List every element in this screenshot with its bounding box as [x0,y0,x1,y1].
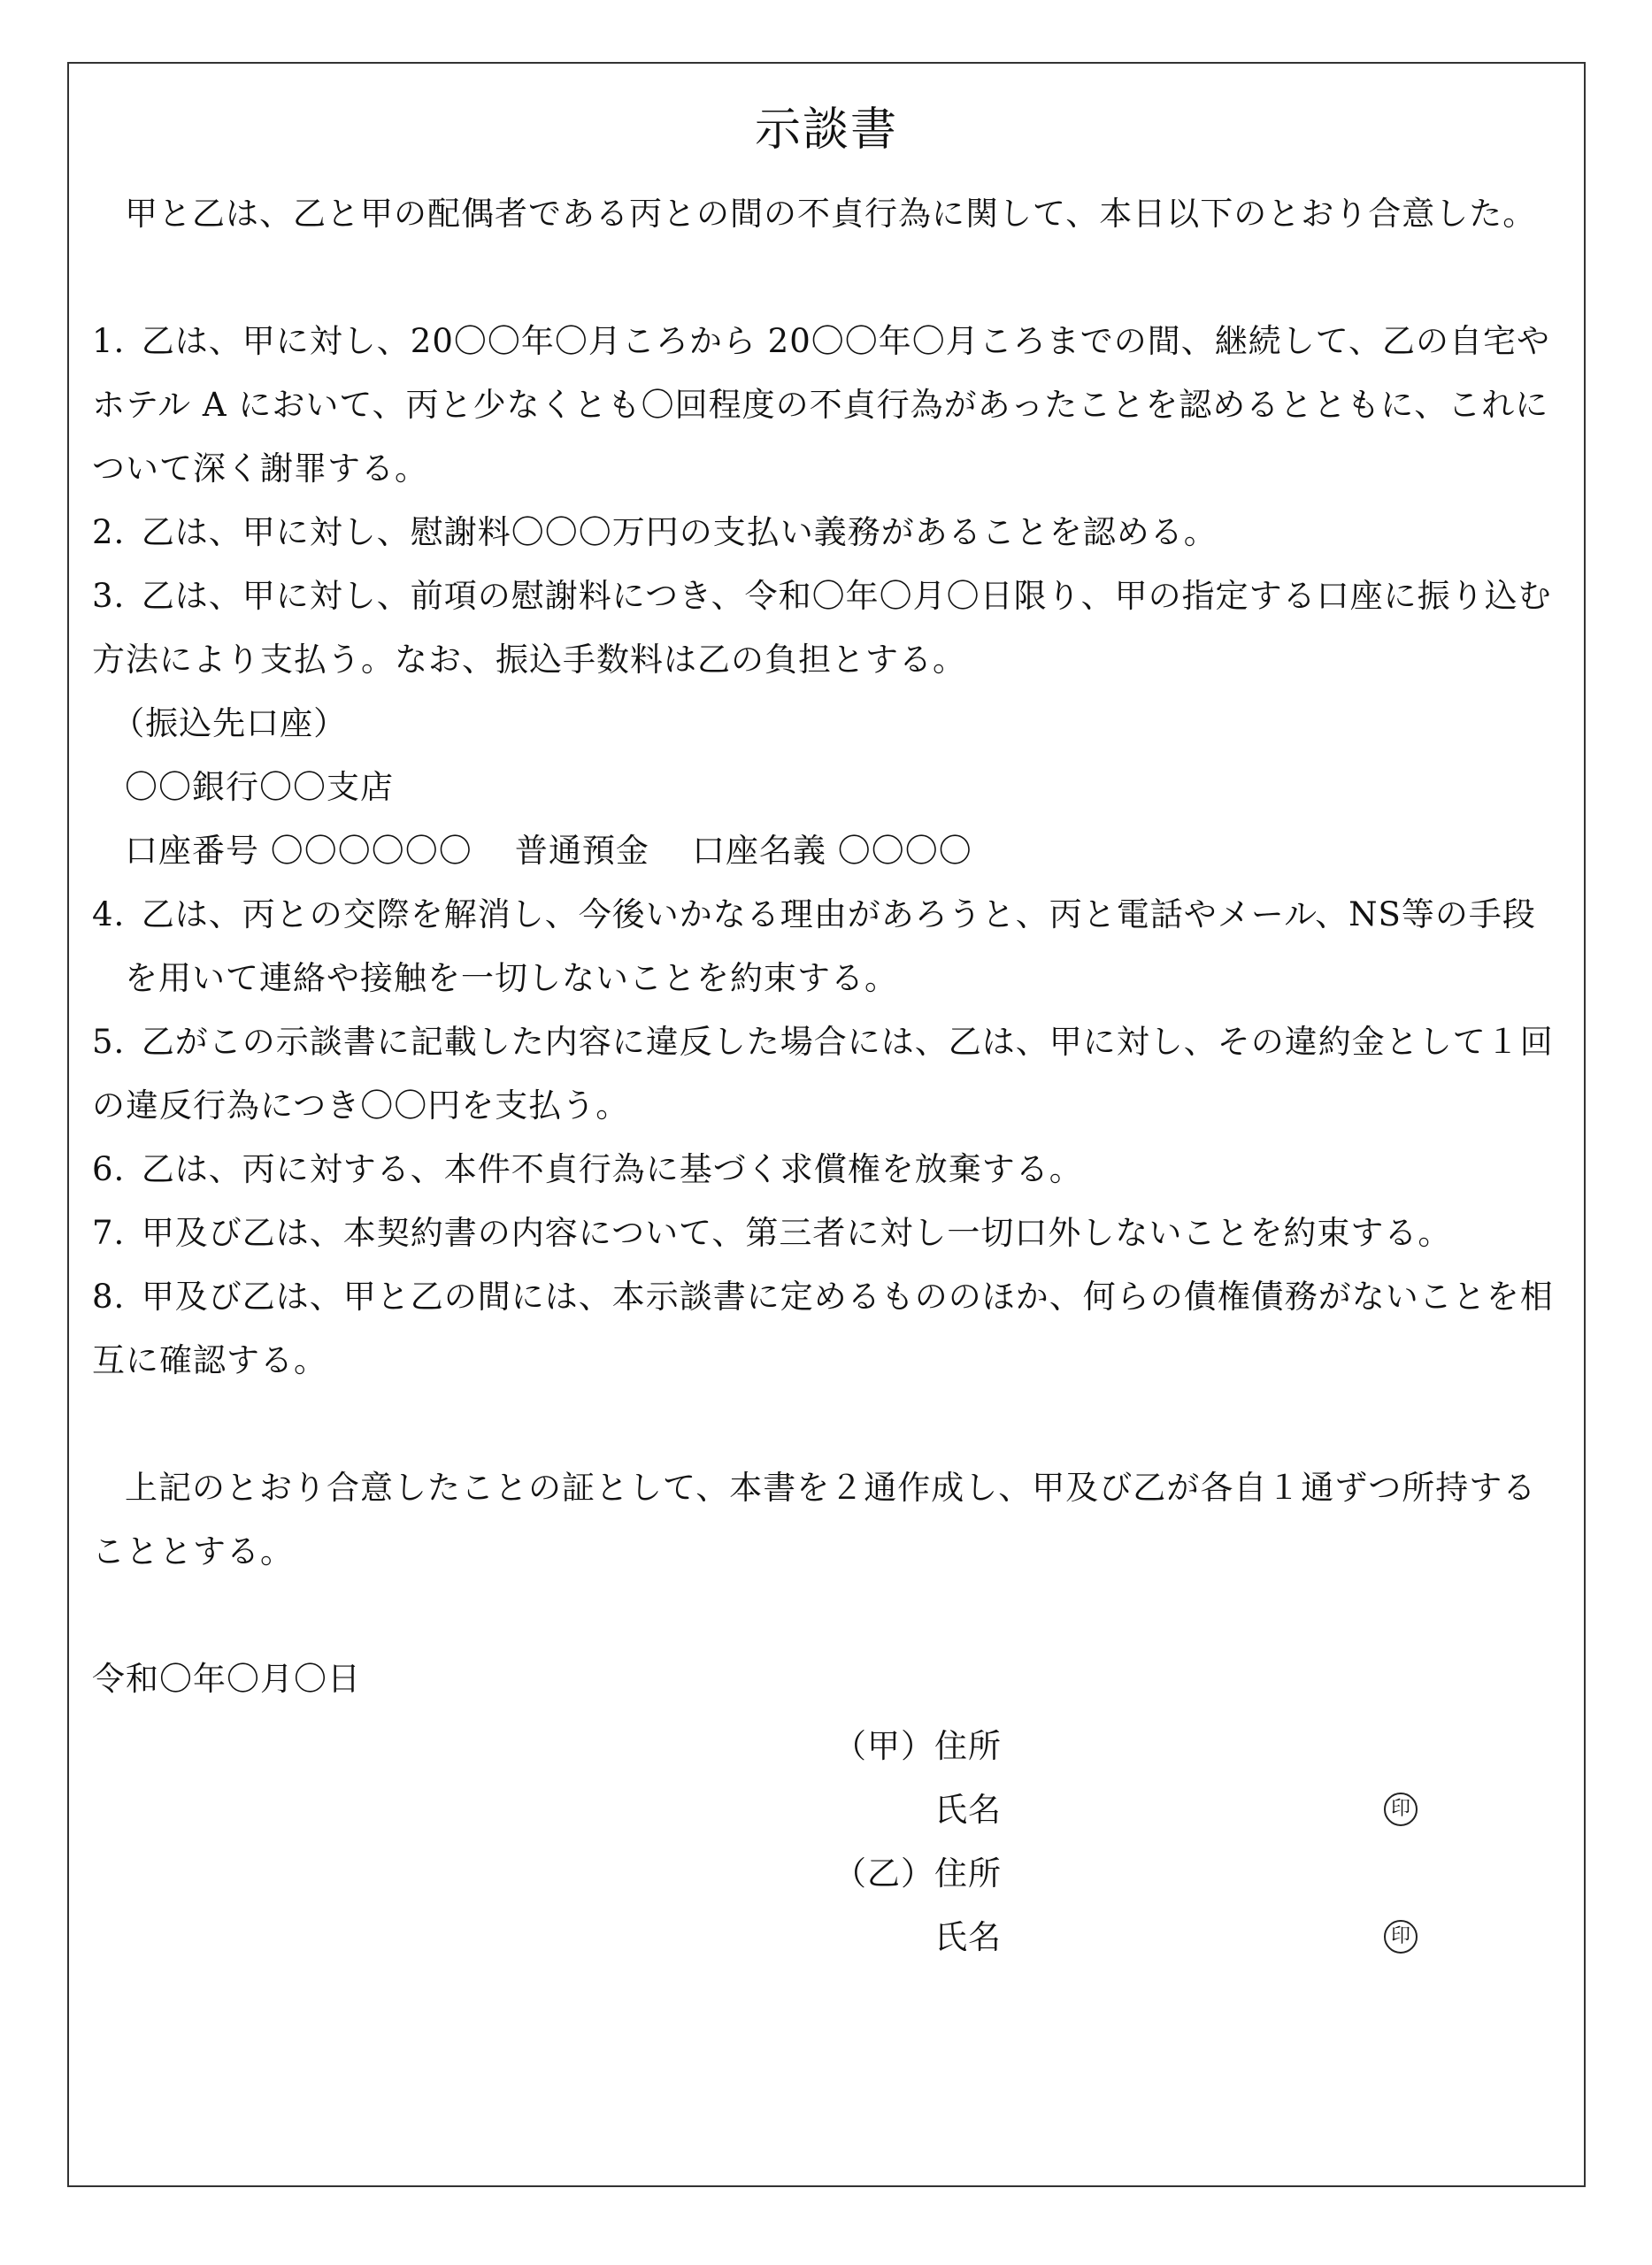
document-date: 令和〇年〇月〇日 [92,1660,361,1698]
clause-6 [92,1138,1561,1202]
clause-1 [92,310,1561,501]
account-number-label: 口座番号 [125,832,259,870]
seal-icon: 印 [1384,1920,1418,1954]
account-heading: （振込先口座） [111,704,348,742]
clause-3 [92,564,1561,692]
intro-paragraph: 甲と乙は、乙と甲の配偶者である丙との間の不貞行為に関して、本日以下のとおり合意した。 [125,195,1537,233]
clause-number: 6. [92,1150,126,1188]
document-body [92,99,1561,2065]
party-b-name-label: 氏名 [934,1918,1002,1956]
clause-number: 5. [92,1023,126,1061]
spacer [92,1393,1561,1456]
clause-number: 3. [92,577,126,615]
spacer [92,1584,1561,1647]
clause-5 [92,1010,1561,1138]
clause-number: 2. [92,513,126,551]
account-number-value: 〇〇〇〇〇〇 [270,832,473,870]
clause-4 [92,883,1561,1010]
spacer [92,246,1561,310]
party-a-label: （甲） [834,1727,934,1765]
party-b-address-label: 住所 [934,1854,1002,1893]
clause-text: 乙は、甲に対し、慰謝料〇〇〇万円の支払い義務があることを認める。 [141,513,1218,551]
clause-7 [92,1202,1561,1265]
signature-block [92,1711,1561,2065]
party-b-label: （乙） [834,1854,934,1893]
clause-text: 乙は、丙に対する、本件不貞行為に基づく求償権を放棄する。 [141,1150,1083,1188]
seal-icon: 印 [1384,1793,1418,1826]
account-details [92,819,1561,883]
clause-number: 8. [92,1278,126,1316]
account-holder-label: 口座名義 [691,832,826,870]
clause-number: 4. [92,895,126,933]
closing-paragraph: 上記のとおり合意したことの証として、本書を２通作成し、甲及び乙が各自１通ずつ所持することとする。 [92,1469,1537,1570]
clause-8 [92,1265,1561,1393]
clause-text: 乙がこの示談書に記載した内容に違反した場合には、乙は、甲に対し、その違約金として１回の違反行為につき〇〇円を支払う。 [92,1023,1554,1125]
clause-number: 1. [92,322,126,360]
party-a-address-label: 住所 [934,1727,1002,1765]
account-holder-value: 〇〇〇〇 [837,832,972,870]
clause-text: 乙は、甲に対し、20〇〇年〇月ころから 20〇〇年〇月ころまでの間、継続して、乙の自宅やホテル A において、丙と少なくとも〇回程度の不貞行為があったことを認めるとともに、これについて深く謝罪する。 [92,322,1550,488]
document-frame [67,62,1586,2187]
clause-text: 乙は、丙との交際を解消し、今後いかなる理由があろうと、丙と電話やメール、NS等の手段を用いて連絡や接触を一切しないことを約束する。 [125,895,1536,997]
clause-text: 甲及び乙は、甲と乙の間には、本示談書に定めるもののほか、何らの債権債務がないことを相互に確認する。 [92,1278,1554,1379]
party-a-name-label: 氏名 [934,1791,1002,1829]
clause-2 [92,501,1561,564]
document-title: 示談書 [754,104,898,157]
account-bank: 〇〇銀行〇〇支店 [125,768,394,806]
clause-number: 7. [92,1214,126,1252]
account-type: 普通預金 [514,832,649,870]
clause-text: 甲及び乙は、本契約書の内容について、第三者に対し一切口外しないことを約束する。 [141,1214,1452,1252]
clause-text: 乙は、甲に対し、前項の慰謝料につき、令和〇年〇月〇日限り、甲の指定する口座に振り込む方法により支払う。なお、振込手数料は乙の負担とする。 [92,577,1552,679]
